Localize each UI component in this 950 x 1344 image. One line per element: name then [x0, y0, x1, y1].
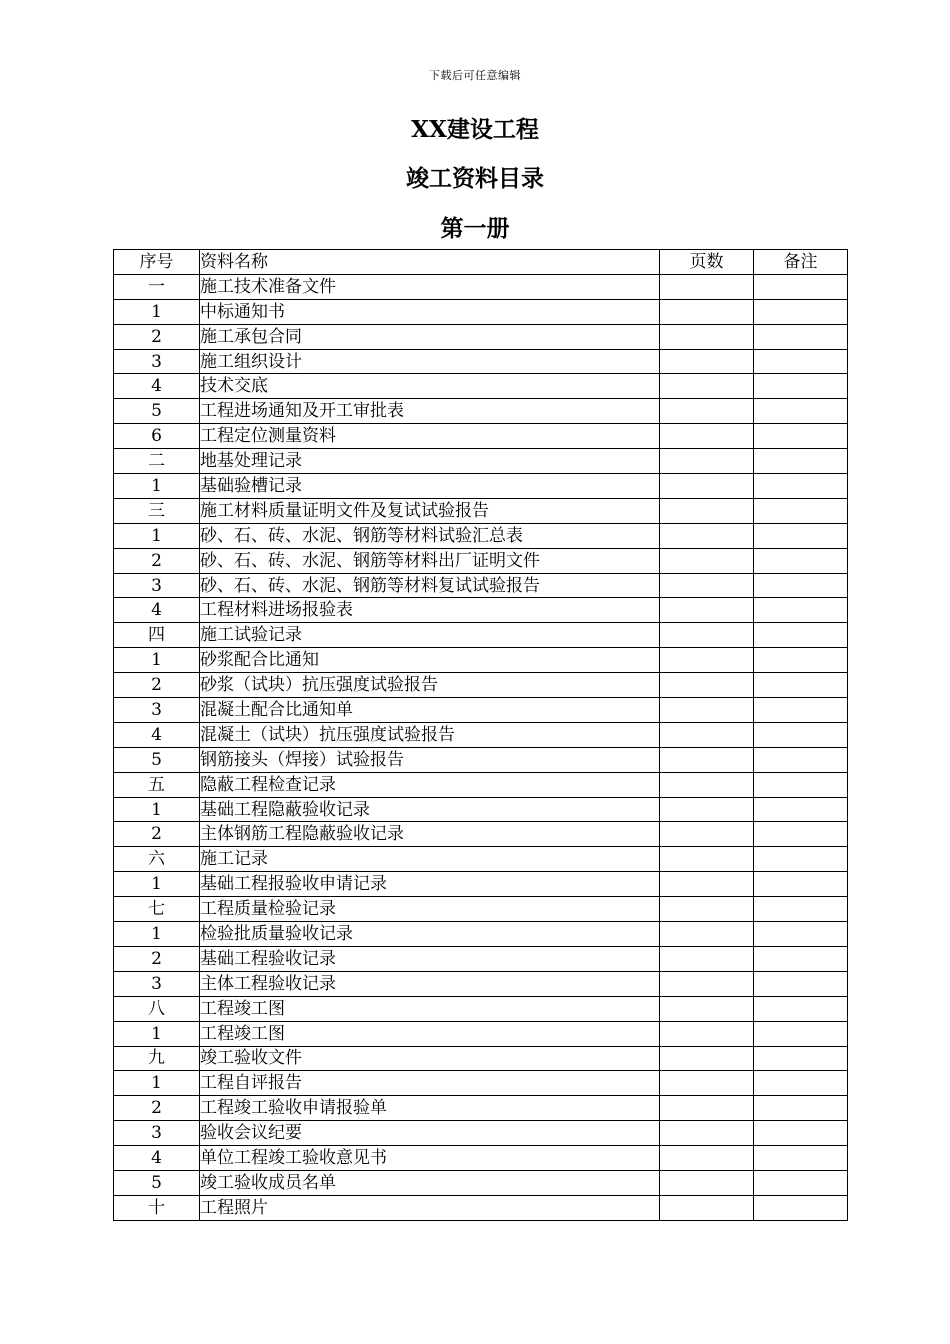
row-name: 基础验槽记录 [200, 474, 660, 499]
row-number: 6 [114, 424, 200, 449]
row-pages [660, 598, 754, 623]
row-name: 钢筋接头（焊接）试验报告 [200, 747, 660, 772]
row-remarks [754, 648, 848, 673]
row-name: 施工组织设计 [200, 349, 660, 374]
row-name: 工程竣工验收申请报验单 [200, 1096, 660, 1121]
row-pages [660, 797, 754, 822]
row-remarks [754, 698, 848, 723]
row-remarks [754, 897, 848, 922]
row-remarks [754, 1170, 848, 1195]
row-name: 砂浆（试块）抗压强度试验报告 [200, 673, 660, 698]
table-row [114, 872, 848, 897]
row-pages [660, 274, 754, 299]
row-name: 工程质量检验记录 [200, 897, 660, 922]
row-pages [660, 747, 754, 772]
row-remarks [754, 673, 848, 698]
row-name: 主体工程验收记录 [200, 971, 660, 996]
row-name: 砂浆配合比通知 [200, 648, 660, 673]
row-pages [660, 548, 754, 573]
row-remarks [754, 772, 848, 797]
row-remarks [754, 822, 848, 847]
row-number: 2 [114, 324, 200, 349]
row-remarks [754, 623, 848, 648]
row-name: 工程自评报告 [200, 1071, 660, 1096]
row-remarks [754, 573, 848, 598]
row-number: 5 [114, 747, 200, 772]
table-row [114, 772, 848, 797]
row-pages [660, 573, 754, 598]
row-name: 工程材料进场报验表 [200, 598, 660, 623]
table-row [114, 1046, 848, 1071]
row-number: 1 [114, 872, 200, 897]
row-number: 4 [114, 722, 200, 747]
row-number: 3 [114, 1121, 200, 1146]
row-number: 2 [114, 946, 200, 971]
row-pages [660, 971, 754, 996]
table-row [114, 698, 848, 723]
row-remarks [754, 349, 848, 374]
table-row [114, 299, 848, 324]
row-name: 主体钢筋工程隐蔽验收记录 [200, 822, 660, 847]
row-pages [660, 1096, 754, 1121]
row-number: 2 [114, 1096, 200, 1121]
row-number: 四 [114, 623, 200, 648]
row-number: 4 [114, 598, 200, 623]
row-remarks [754, 424, 848, 449]
row-name: 工程照片 [200, 1195, 660, 1220]
row-pages [660, 399, 754, 424]
document-title: XX建设工程 [411, 116, 539, 143]
row-number: 2 [114, 548, 200, 573]
row-pages [660, 698, 754, 723]
row-number: 1 [114, 474, 200, 499]
row-number: 5 [114, 399, 200, 424]
row-pages [660, 1046, 754, 1071]
table-header-row [114, 250, 848, 275]
row-name: 工程进场通知及开工审批表 [200, 399, 660, 424]
row-pages [660, 673, 754, 698]
row-name: 施工承包合同 [200, 324, 660, 349]
row-number: 5 [114, 1170, 200, 1195]
row-remarks [754, 747, 848, 772]
table-row [114, 946, 848, 971]
row-number: 3 [114, 573, 200, 598]
table-row [114, 797, 848, 822]
row-name: 砂、石、砖、水泥、钢筋等材料试验汇总表 [200, 523, 660, 548]
row-remarks [754, 722, 848, 747]
table-row [114, 449, 848, 474]
table-row [114, 897, 848, 922]
row-pages [660, 1146, 754, 1171]
row-remarks [754, 797, 848, 822]
row-pages [660, 1195, 754, 1220]
row-remarks [754, 498, 848, 523]
row-name: 验收会议纪要 [200, 1121, 660, 1146]
row-number: 1 [114, 922, 200, 947]
header-remarks: 备注 [754, 250, 848, 275]
table-row [114, 922, 848, 947]
row-name: 基础工程隐蔽验收记录 [200, 797, 660, 822]
table-row [114, 996, 848, 1021]
row-pages [660, 449, 754, 474]
table-row [114, 1071, 848, 1096]
row-name: 施工技术准备文件 [200, 274, 660, 299]
row-name: 中标通知书 [200, 299, 660, 324]
row-remarks [754, 1021, 848, 1046]
row-number: 八 [114, 996, 200, 1021]
row-remarks [754, 872, 848, 897]
row-number: 七 [114, 897, 200, 922]
row-number: 2 [114, 822, 200, 847]
row-number: 1 [114, 299, 200, 324]
header-number: 序号 [114, 250, 200, 275]
row-pages [660, 1121, 754, 1146]
row-remarks [754, 1146, 848, 1171]
row-pages [660, 1071, 754, 1096]
row-pages [660, 1170, 754, 1195]
row-name: 技术交底 [200, 374, 660, 399]
row-remarks [754, 449, 848, 474]
row-number: 十 [114, 1195, 200, 1220]
table-row [114, 548, 848, 573]
row-name: 竣工验收文件 [200, 1046, 660, 1071]
row-number: 1 [114, 1021, 200, 1046]
row-remarks [754, 971, 848, 996]
row-remarks [754, 922, 848, 947]
row-name: 砂、石、砖、水泥、钢筋等材料复试试验报告 [200, 573, 660, 598]
table-row [114, 1096, 848, 1121]
table-row [114, 1170, 848, 1195]
row-pages [660, 772, 754, 797]
row-number: 3 [114, 971, 200, 996]
row-remarks [754, 474, 848, 499]
row-remarks [754, 996, 848, 1021]
table-row [114, 573, 848, 598]
row-number: 4 [114, 374, 200, 399]
row-number: 4 [114, 1146, 200, 1171]
row-number: 1 [114, 523, 200, 548]
row-remarks [754, 1195, 848, 1220]
row-pages [660, 523, 754, 548]
table-row [114, 523, 848, 548]
row-remarks [754, 598, 848, 623]
row-number: 1 [114, 1071, 200, 1096]
row-name: 工程竣工图 [200, 1021, 660, 1046]
row-number: 3 [114, 349, 200, 374]
table-row [114, 1021, 848, 1046]
row-pages [660, 474, 754, 499]
table-row [114, 971, 848, 996]
row-name: 混凝土配合比通知单 [200, 698, 660, 723]
row-name: 地基处理记录 [200, 449, 660, 474]
row-name: 施工材料质量证明文件及复试试验报告 [200, 498, 660, 523]
row-pages [660, 946, 754, 971]
row-pages [660, 498, 754, 523]
table-row [114, 374, 848, 399]
row-pages [660, 722, 754, 747]
row-name: 施工记录 [200, 847, 660, 872]
table-row [114, 474, 848, 499]
row-remarks [754, 374, 848, 399]
table-row [114, 424, 848, 449]
row-remarks [754, 548, 848, 573]
table-row [114, 722, 848, 747]
row-pages [660, 299, 754, 324]
row-pages [660, 648, 754, 673]
row-pages [660, 897, 754, 922]
row-remarks [754, 847, 848, 872]
row-pages [660, 996, 754, 1021]
table-row [114, 847, 848, 872]
row-pages [660, 623, 754, 648]
table-row [114, 623, 848, 648]
row-name: 检验批质量验收记录 [200, 922, 660, 947]
row-remarks [754, 1046, 848, 1071]
row-pages [660, 822, 754, 847]
row-name: 工程竣工图 [200, 996, 660, 1021]
row-pages [660, 872, 754, 897]
row-name: 基础工程报验收申请记录 [200, 872, 660, 897]
table-row [114, 274, 848, 299]
row-pages [660, 349, 754, 374]
row-name: 基础工程验收记录 [200, 946, 660, 971]
volume-label: 第一册 [440, 215, 510, 242]
row-remarks [754, 523, 848, 548]
table-row [114, 673, 848, 698]
row-name: 混凝土（试块）抗压强度试验报告 [200, 722, 660, 747]
row-remarks [754, 299, 848, 324]
row-remarks [754, 274, 848, 299]
row-number: 3 [114, 698, 200, 723]
header-pages: 页数 [660, 250, 754, 275]
table-row [114, 498, 848, 523]
row-name: 隐蔽工程检查记录 [200, 772, 660, 797]
row-number: 五 [114, 772, 200, 797]
table-row [114, 747, 848, 772]
row-name: 施工试验记录 [200, 623, 660, 648]
row-number: 九 [114, 1046, 200, 1071]
row-pages [660, 847, 754, 872]
row-number: 二 [114, 449, 200, 474]
row-remarks [754, 324, 848, 349]
header-name: 资料名称 [200, 250, 660, 275]
row-remarks [754, 399, 848, 424]
table-row [114, 648, 848, 673]
row-pages [660, 324, 754, 349]
contents-table [113, 249, 848, 1221]
row-name: 工程定位测量资料 [200, 424, 660, 449]
row-remarks [754, 1121, 848, 1146]
row-number: 三 [114, 498, 200, 523]
row-number: 1 [114, 797, 200, 822]
row-name: 竣工验收成员名单 [200, 1170, 660, 1195]
row-number: 1 [114, 648, 200, 673]
document-subtitle: 竣工资料目录 [406, 165, 544, 192]
header-note: 下载后可任意编辑 [429, 69, 521, 82]
table-row [114, 598, 848, 623]
row-name: 砂、石、砖、水泥、钢筋等材料出厂证明文件 [200, 548, 660, 573]
row-number: 2 [114, 673, 200, 698]
table-row [114, 324, 848, 349]
row-remarks [754, 946, 848, 971]
table-row [114, 1121, 848, 1146]
row-pages [660, 374, 754, 399]
table-row [114, 1195, 848, 1220]
row-pages [660, 424, 754, 449]
table-row [114, 349, 848, 374]
table-row [114, 399, 848, 424]
row-pages [660, 922, 754, 947]
row-remarks [754, 1096, 848, 1121]
row-number: 六 [114, 847, 200, 872]
row-number: 一 [114, 274, 200, 299]
row-name: 单位工程竣工验收意见书 [200, 1146, 660, 1171]
table-row [114, 822, 848, 847]
table-row [114, 1146, 848, 1171]
row-remarks [754, 1071, 848, 1096]
row-pages [660, 1021, 754, 1046]
